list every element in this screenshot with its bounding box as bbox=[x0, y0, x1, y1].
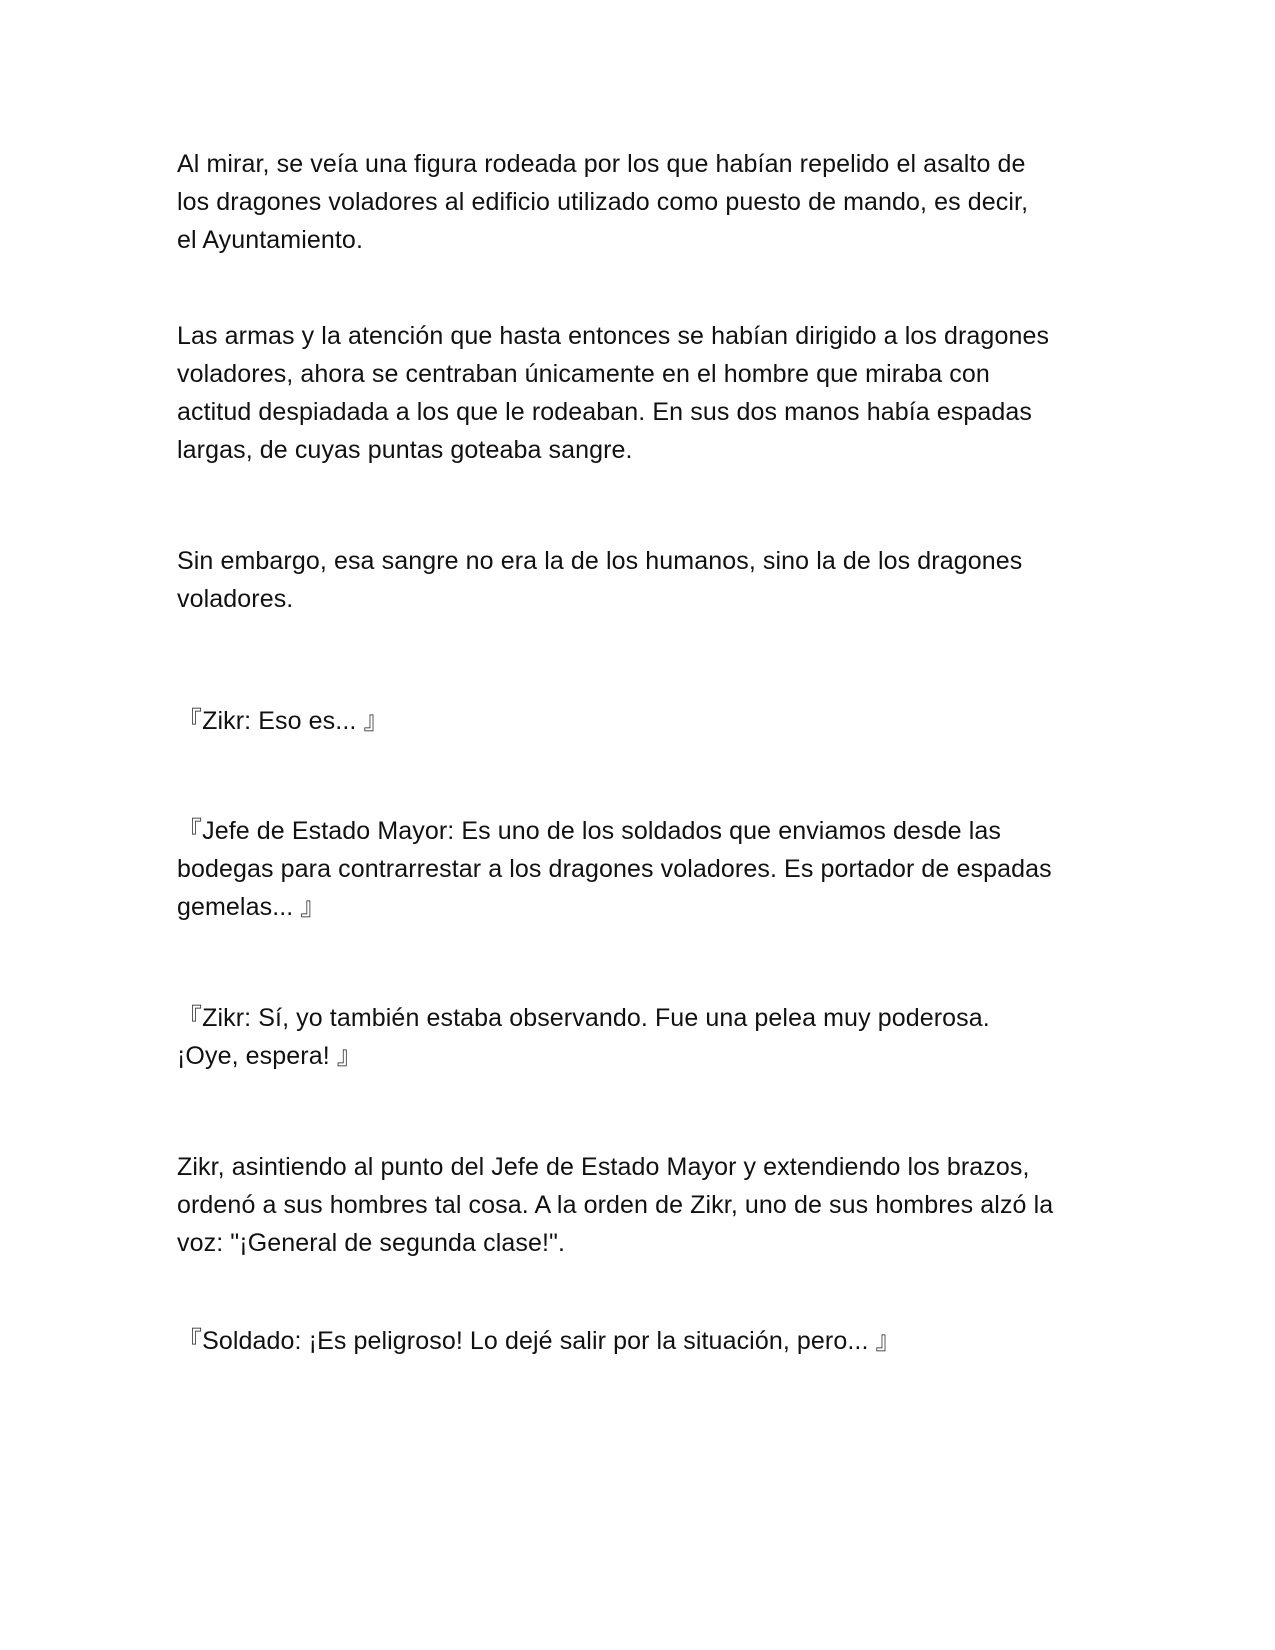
paragraph-sangre: Sin embargo, esa sangre no era la de los humanos, sino la de los dragones voladores. bbox=[177, 547, 1023, 613]
paragraph-zikr-ordeno: Zikr, asintiendo al punto del Jefe de Estado Mayor y extendiendo los brazos, ordenó a sus hombres tal cosa. A la orden de Zikr, uno de sus hombres alzó la voz: "¡General de segunda clase!". bbox=[177, 1153, 1054, 1257]
dialogue-soldado: 『Soldado: ¡Es peligroso! Lo dejé salir por la situación, pero... 』 bbox=[177, 1327, 901, 1355]
dialogue-zikr-eso-es: 『Zikr: Eso es... 』 bbox=[177, 707, 389, 735]
dialogue-zikr-observando: 『Zikr: Sí, yo también estaba observando. Fue una pelea muy poderosa. ¡Oye, espera! 』 bbox=[177, 1004, 990, 1070]
paragraph-armas-atencion: Las armas y la atención que hasta entonces se habían dirigido a los dragones voladores, ahora se centraban únicamente en el hombre que miraba con actitud despiadada a los que le rodeaban. En sus dos manos había espadas largas, de cuyas puntas goteaba sangre. bbox=[177, 322, 1050, 464]
dialogue-jefe-estado-mayor: 『Jefe de Estado Mayor: Es uno de los soldados que enviamos desde las bodegas para contrarrestar a los dragones voladores. Es portador de espadas gemelas... 』 bbox=[177, 817, 1052, 921]
paragraph-ayuntamiento: Al mirar, se veía una figura rodeada por los que habían repelido el asalto de los dragones voladores al edificio utilizado como puesto de mando, es decir, el Ayuntamiento. bbox=[177, 150, 1029, 254]
